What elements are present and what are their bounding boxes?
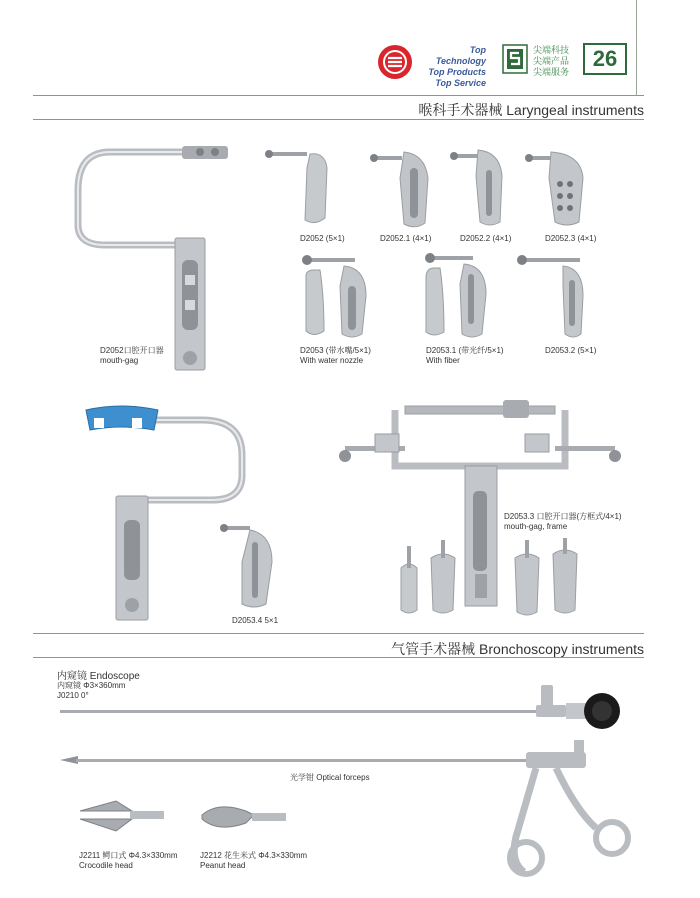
section-rule-laryngeal — [33, 119, 644, 120]
label-d2053-line-1: D2053 (带水嘴/5×1) — [300, 346, 371, 355]
label-j2211-line-1: J2211 鳄口式 Φ4.3×330mm — [79, 851, 178, 860]
label-d2053-1 — [426, 346, 504, 366]
slogan-cn-line-3: 尖端服务 — [533, 67, 570, 77]
section-rule-bronchoscopy-top — [33, 633, 644, 634]
label-d2052-2: D2052.2 (4×1) — [460, 234, 512, 243]
label-d2052-mouthgag-line-2: mouth-gag — [100, 356, 139, 365]
label-d2053-1-line-1: D2053.1 (带光纤/5×1) — [426, 346, 504, 355]
endoscope-title: 内窥镜 Endoscope — [57, 671, 140, 682]
label-d2053-3-line-2: mouth-gag, frame — [504, 522, 568, 531]
label-j2212-line-1: J2212 花生米式 Φ4.3×330mm — [200, 851, 308, 860]
slogan-cn-line-1: 尖端科技 — [533, 45, 570, 55]
slogan-cn — [533, 45, 569, 78]
blade-d2052-1-image — [370, 148, 435, 233]
label-j2212-line-2: Peanut head — [200, 861, 246, 870]
endoscope-spec: 内窥镜 Φ3×360mm — [57, 681, 126, 690]
label-d2053-2: D2053.2 (5×1) — [545, 346, 597, 355]
label-d2052-mouthgag-line-1: D2052口腔开口器 — [100, 346, 164, 355]
header-divider-vertical — [636, 0, 637, 95]
blade-d2053-image — [300, 256, 375, 341]
endoscope-code: J0210 0° — [57, 691, 89, 700]
label-d2053-line-2: With water nozzle — [300, 356, 364, 365]
label-d2052: D2052 (5×1) — [300, 234, 345, 243]
blade-d2052-3-image — [525, 148, 590, 233]
mouth-gag-d2052-image — [70, 140, 230, 380]
label-d2052-mouthgag — [100, 346, 164, 366]
section-title-bronchoscopy: 气管手术器械 Bronchoscopy instruments — [391, 641, 644, 657]
crocodile-head-image — [76, 795, 166, 837]
slogan-en-line-3: Top Service — [435, 78, 486, 88]
blade-d2052-image — [265, 148, 340, 228]
label-d2052-1: D2052.1 (4×1) — [380, 234, 432, 243]
label-optical-forceps: 光学钳 Optical forceps — [290, 773, 370, 782]
label-j2211-line-2: Crocodile head — [79, 861, 133, 870]
label-j2211 — [79, 851, 178, 871]
peanut-head-image — [198, 797, 288, 837]
blade-d2053-2-image — [515, 256, 590, 341]
label-d2053-3 — [504, 512, 622, 532]
frame-blades-set-image — [395, 538, 585, 618]
label-j2212 — [200, 851, 307, 871]
blade-d2052-2-image — [450, 146, 510, 231]
section-title-laryngeal: 喉科手术器械 Laryngeal instruments — [418, 102, 644, 118]
label-d2053-3-line-1: D2053.3 口腔开口器(方框式/4×1) — [504, 512, 622, 521]
blade-d2053-4-image — [220, 522, 280, 612]
slogan-en-line-2: Top Products — [428, 67, 486, 77]
slogan-en — [420, 45, 486, 89]
section-rule-bronchoscopy — [33, 657, 644, 658]
label-d2053-4: D2053.4 5×1 — [232, 616, 279, 625]
label-d2053-1-line-2: With fiber — [426, 356, 460, 365]
page-number: 26 — [583, 43, 627, 75]
label-d2053 — [300, 346, 371, 366]
blade-d2053-1-image — [420, 254, 495, 342]
s-logo-icon — [502, 44, 528, 74]
company-logo-icon — [377, 44, 413, 80]
slogan-cn-line-2: 尖端产品 — [533, 56, 570, 66]
header-rule — [33, 95, 644, 96]
slogan-en-line-1: Top Technology — [435, 45, 486, 66]
label-d2052-3: D2052.3 (4×1) — [545, 234, 597, 243]
